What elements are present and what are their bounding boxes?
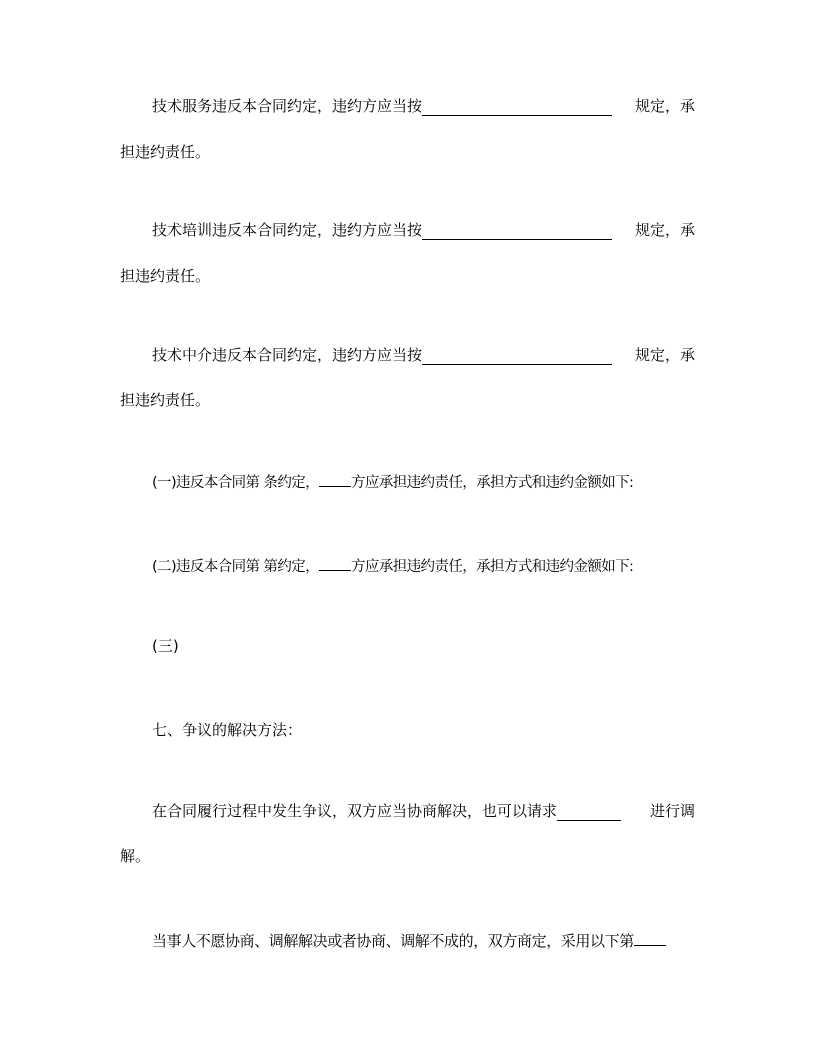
- paragraph-tech-training-line1: [152, 220, 695, 240]
- section-seven-title: 七、争议的解决方法：: [152, 721, 303, 739]
- tech-intermediary-text-end: 规定，承: [634, 346, 695, 364]
- item-one: [152, 470, 633, 490]
- dispute-text-end: 进行调: [649, 802, 695, 820]
- fill-blank[interactable]: [557, 804, 621, 821]
- fill-blank[interactable]: [422, 223, 612, 240]
- paragraph-tech-intermediary-line2: [120, 390, 210, 410]
- item-two: [152, 554, 633, 574]
- tech-service-continuation: 担违约责任。: [120, 143, 211, 161]
- item-three-text: (三): [152, 637, 179, 655]
- paragraph-tech-service-line2: [120, 142, 210, 162]
- fill-blank[interactable]: [634, 929, 666, 946]
- dispute-continuation: 解。: [120, 847, 151, 865]
- paragraph-dispute-line1: [152, 801, 695, 821]
- tech-intermediary-text: 技术中介违反本合同约定，违约方应当按: [152, 346, 423, 364]
- paragraph-tech-intermediary-line1: [152, 345, 695, 365]
- paragraph-tech-service-line1: [152, 96, 695, 116]
- arbitration-text: 当事人不愿协商、调解解决或者协商、调解不成的，双方商定，采用以下第: [152, 932, 634, 950]
- item-two-text-a: (二)违反本合同第 第约定，: [152, 559, 320, 575]
- fill-blank[interactable]: [422, 99, 612, 116]
- item-three: [152, 636, 179, 656]
- item-two-text-b: 方应承担违约责任，承担方式和违约金额如下:: [351, 559, 634, 575]
- tech-service-text-end: 规定，承: [634, 97, 695, 115]
- fill-blank[interactable]: [319, 554, 351, 571]
- tech-training-text: 技术培训违反本合同约定，违约方应当按: [152, 221, 423, 239]
- fill-blank[interactable]: [319, 470, 351, 487]
- paragraph-dispute-line2: [120, 846, 150, 866]
- tech-training-text-end: 规定，承: [634, 221, 695, 239]
- item-one-text-a: (一)违反本合同第 条约定，: [152, 475, 320, 491]
- dispute-text: 在合同履行过程中发生争议，双方应当协商解决，也可以请求: [152, 802, 558, 820]
- tech-training-continuation: 担违约责任。: [120, 267, 211, 285]
- fill-blank[interactable]: [422, 348, 612, 365]
- tech-intermediary-continuation: 担违约责任。: [120, 391, 211, 409]
- tech-service-text: 技术服务违反本合同约定，违约方应当按: [152, 97, 423, 115]
- paragraph-arbitration-line1: [152, 929, 666, 949]
- section-seven-heading: [152, 720, 302, 740]
- item-one-text-b: 方应承担违约责任，承担方式和违约金额如下:: [351, 475, 634, 491]
- paragraph-tech-training-line2: [120, 266, 210, 286]
